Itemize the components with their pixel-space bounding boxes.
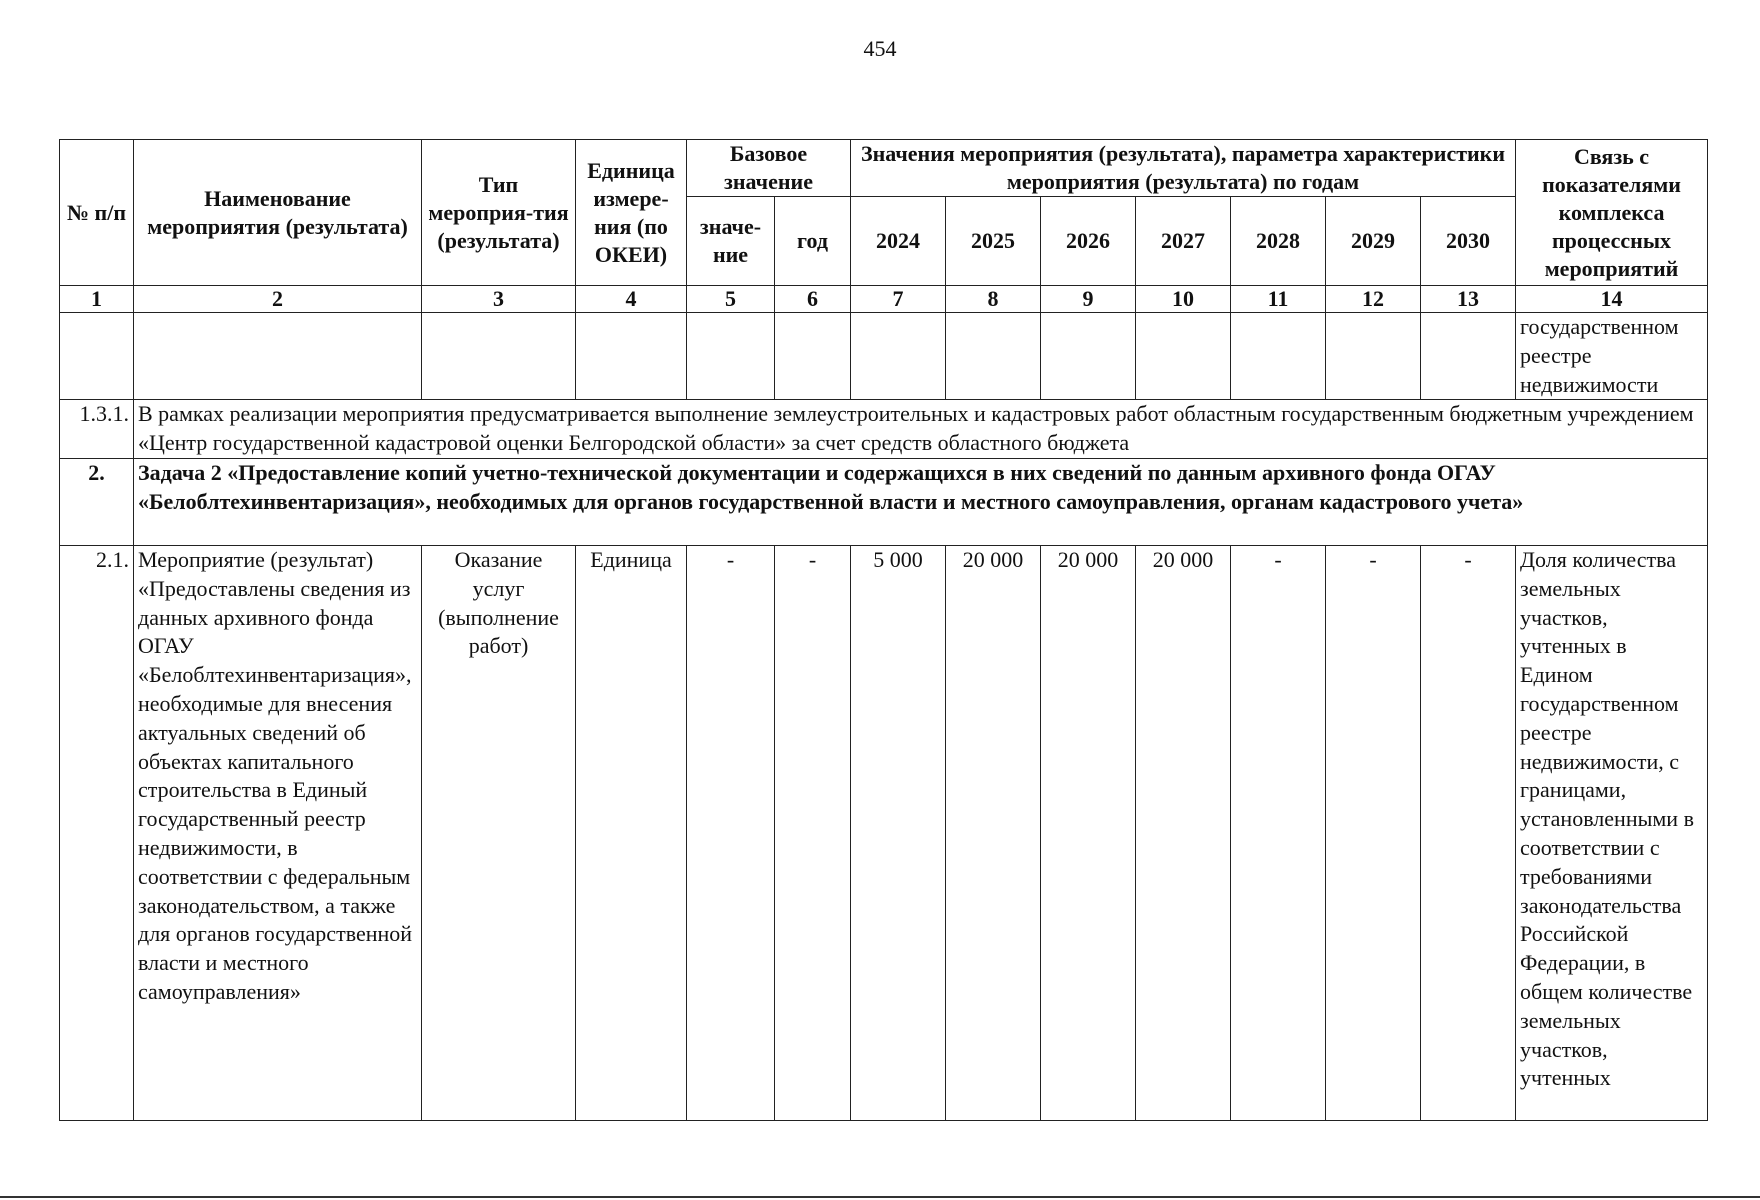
row-1-3-1 <box>60 400 1708 459</box>
column-numbers-row <box>60 286 1708 313</box>
header-year: 2028 <box>1231 197 1326 286</box>
header-num: № п/п <box>60 140 134 286</box>
value-2028: - <box>1231 545 1326 1120</box>
header-year: 2029 <box>1326 197 1421 286</box>
header-year: 2027 <box>1136 197 1231 286</box>
column-number: 11 <box>1231 286 1326 313</box>
column-number: 8 <box>946 286 1041 313</box>
empty-cell <box>687 313 775 400</box>
row-text: В рамках реализации мероприятия предусматривается выполнение землеустроительных и кадастровых работ областным государственным бюджетным учреждением «Центр государственной кадастровой оценки Белгородской области» за счет средств областного бюджета <box>134 400 1708 459</box>
header-link: Связь с показателями комплекса процессных мероприятий <box>1516 140 1708 286</box>
column-number: 13 <box>1421 286 1516 313</box>
task-2-title: Задача 2 «Предоставление копий учетно-технической документации и содержащихся в них сведений по данным архивного фонда ОГАУ «Белоблтехинвентаризация», необходимых для органов государственной власти и местного самоуправления, органам кадастрового учета» <box>134 458 1708 545</box>
value-2026: 20 000 <box>1041 545 1136 1120</box>
row-num: 2. <box>60 458 134 545</box>
continuation-row <box>60 313 1708 400</box>
link-indicator: Доля количества земельных участков, учтенных в Едином государственном реестре недвижимости, с границами, установленными в соответствии с требованиями законодательства Российской Федерации, в общем количестве земельных участков, учтенных <box>1516 545 1708 1120</box>
column-number: 9 <box>1041 286 1136 313</box>
value-2030: - <box>1421 545 1516 1120</box>
empty-cell <box>60 313 134 400</box>
header-values-by-year: Значения мероприятия (результата), параметра характеристики мероприятия (результата) по годам <box>851 140 1516 197</box>
empty-cell <box>946 313 1041 400</box>
header-year: 2030 <box>1421 197 1516 286</box>
header-year: 2025 <box>946 197 1041 286</box>
header-year: 2026 <box>1041 197 1136 286</box>
empty-cell <box>1231 313 1326 400</box>
event-name: Мероприятие (результат) «Предоставлены сведения из данных архивного фонда ОГАУ «Белоблтехинвентаризация», необходимые для внесения актуальных сведений об объектах капитального строительства в Единый государственный реестр недвижимости, в соответствии с федеральным законодательством, а также для органов государственной власти и местного самоуправления» <box>134 545 422 1120</box>
value-2029: - <box>1326 545 1421 1120</box>
empty-cell <box>1421 313 1516 400</box>
value-2027: 20 000 <box>1136 545 1231 1120</box>
base-year: - <box>775 545 851 1120</box>
header-base-year: год <box>775 197 851 286</box>
header-name: Наименование мероприятия (результата) <box>134 140 422 286</box>
empty-cell <box>134 313 422 400</box>
page-number: 454 <box>863 36 897 61</box>
empty-cell <box>851 313 946 400</box>
header-row-1 <box>60 140 1708 197</box>
column-number: 2 <box>134 286 422 313</box>
event-unit: Единица <box>576 545 687 1120</box>
row-num: 2.1. <box>60 545 134 1120</box>
empty-cell <box>422 313 576 400</box>
bottom-divider <box>0 1196 1760 1198</box>
value-2025: 20 000 <box>946 545 1041 1120</box>
header-year: 2024 <box>851 197 946 286</box>
empty-cell <box>1326 313 1421 400</box>
column-number: 7 <box>851 286 946 313</box>
empty-cell <box>1136 313 1231 400</box>
column-number: 4 <box>576 286 687 313</box>
event-type: Оказание услуг (выполнение работ) <box>422 545 576 1120</box>
row-2-1 <box>60 545 1708 1120</box>
continuation-link: государственном реестре недвижимости <box>1516 313 1708 400</box>
column-number: 14 <box>1516 286 1708 313</box>
value-2024: 5 000 <box>851 545 946 1120</box>
row-task-2 <box>60 458 1708 545</box>
header-type: Тип мероприя-тия (результата) <box>422 140 576 286</box>
empty-cell <box>576 313 687 400</box>
column-number: 12 <box>1326 286 1421 313</box>
column-number: 10 <box>1136 286 1231 313</box>
column-number: 3 <box>422 286 576 313</box>
row-num: 1.3.1. <box>60 400 134 459</box>
header-unit: Единица измере-ния (по ОКЕИ) <box>576 140 687 286</box>
column-number: 6 <box>775 286 851 313</box>
empty-cell <box>775 313 851 400</box>
header-base-value: значе-ние <box>687 197 775 286</box>
events-table <box>59 139 1708 1121</box>
header-base: Базовое значение <box>687 140 851 197</box>
column-number: 1 <box>60 286 134 313</box>
base-value: - <box>687 545 775 1120</box>
empty-cell <box>1041 313 1136 400</box>
column-number: 5 <box>687 286 775 313</box>
